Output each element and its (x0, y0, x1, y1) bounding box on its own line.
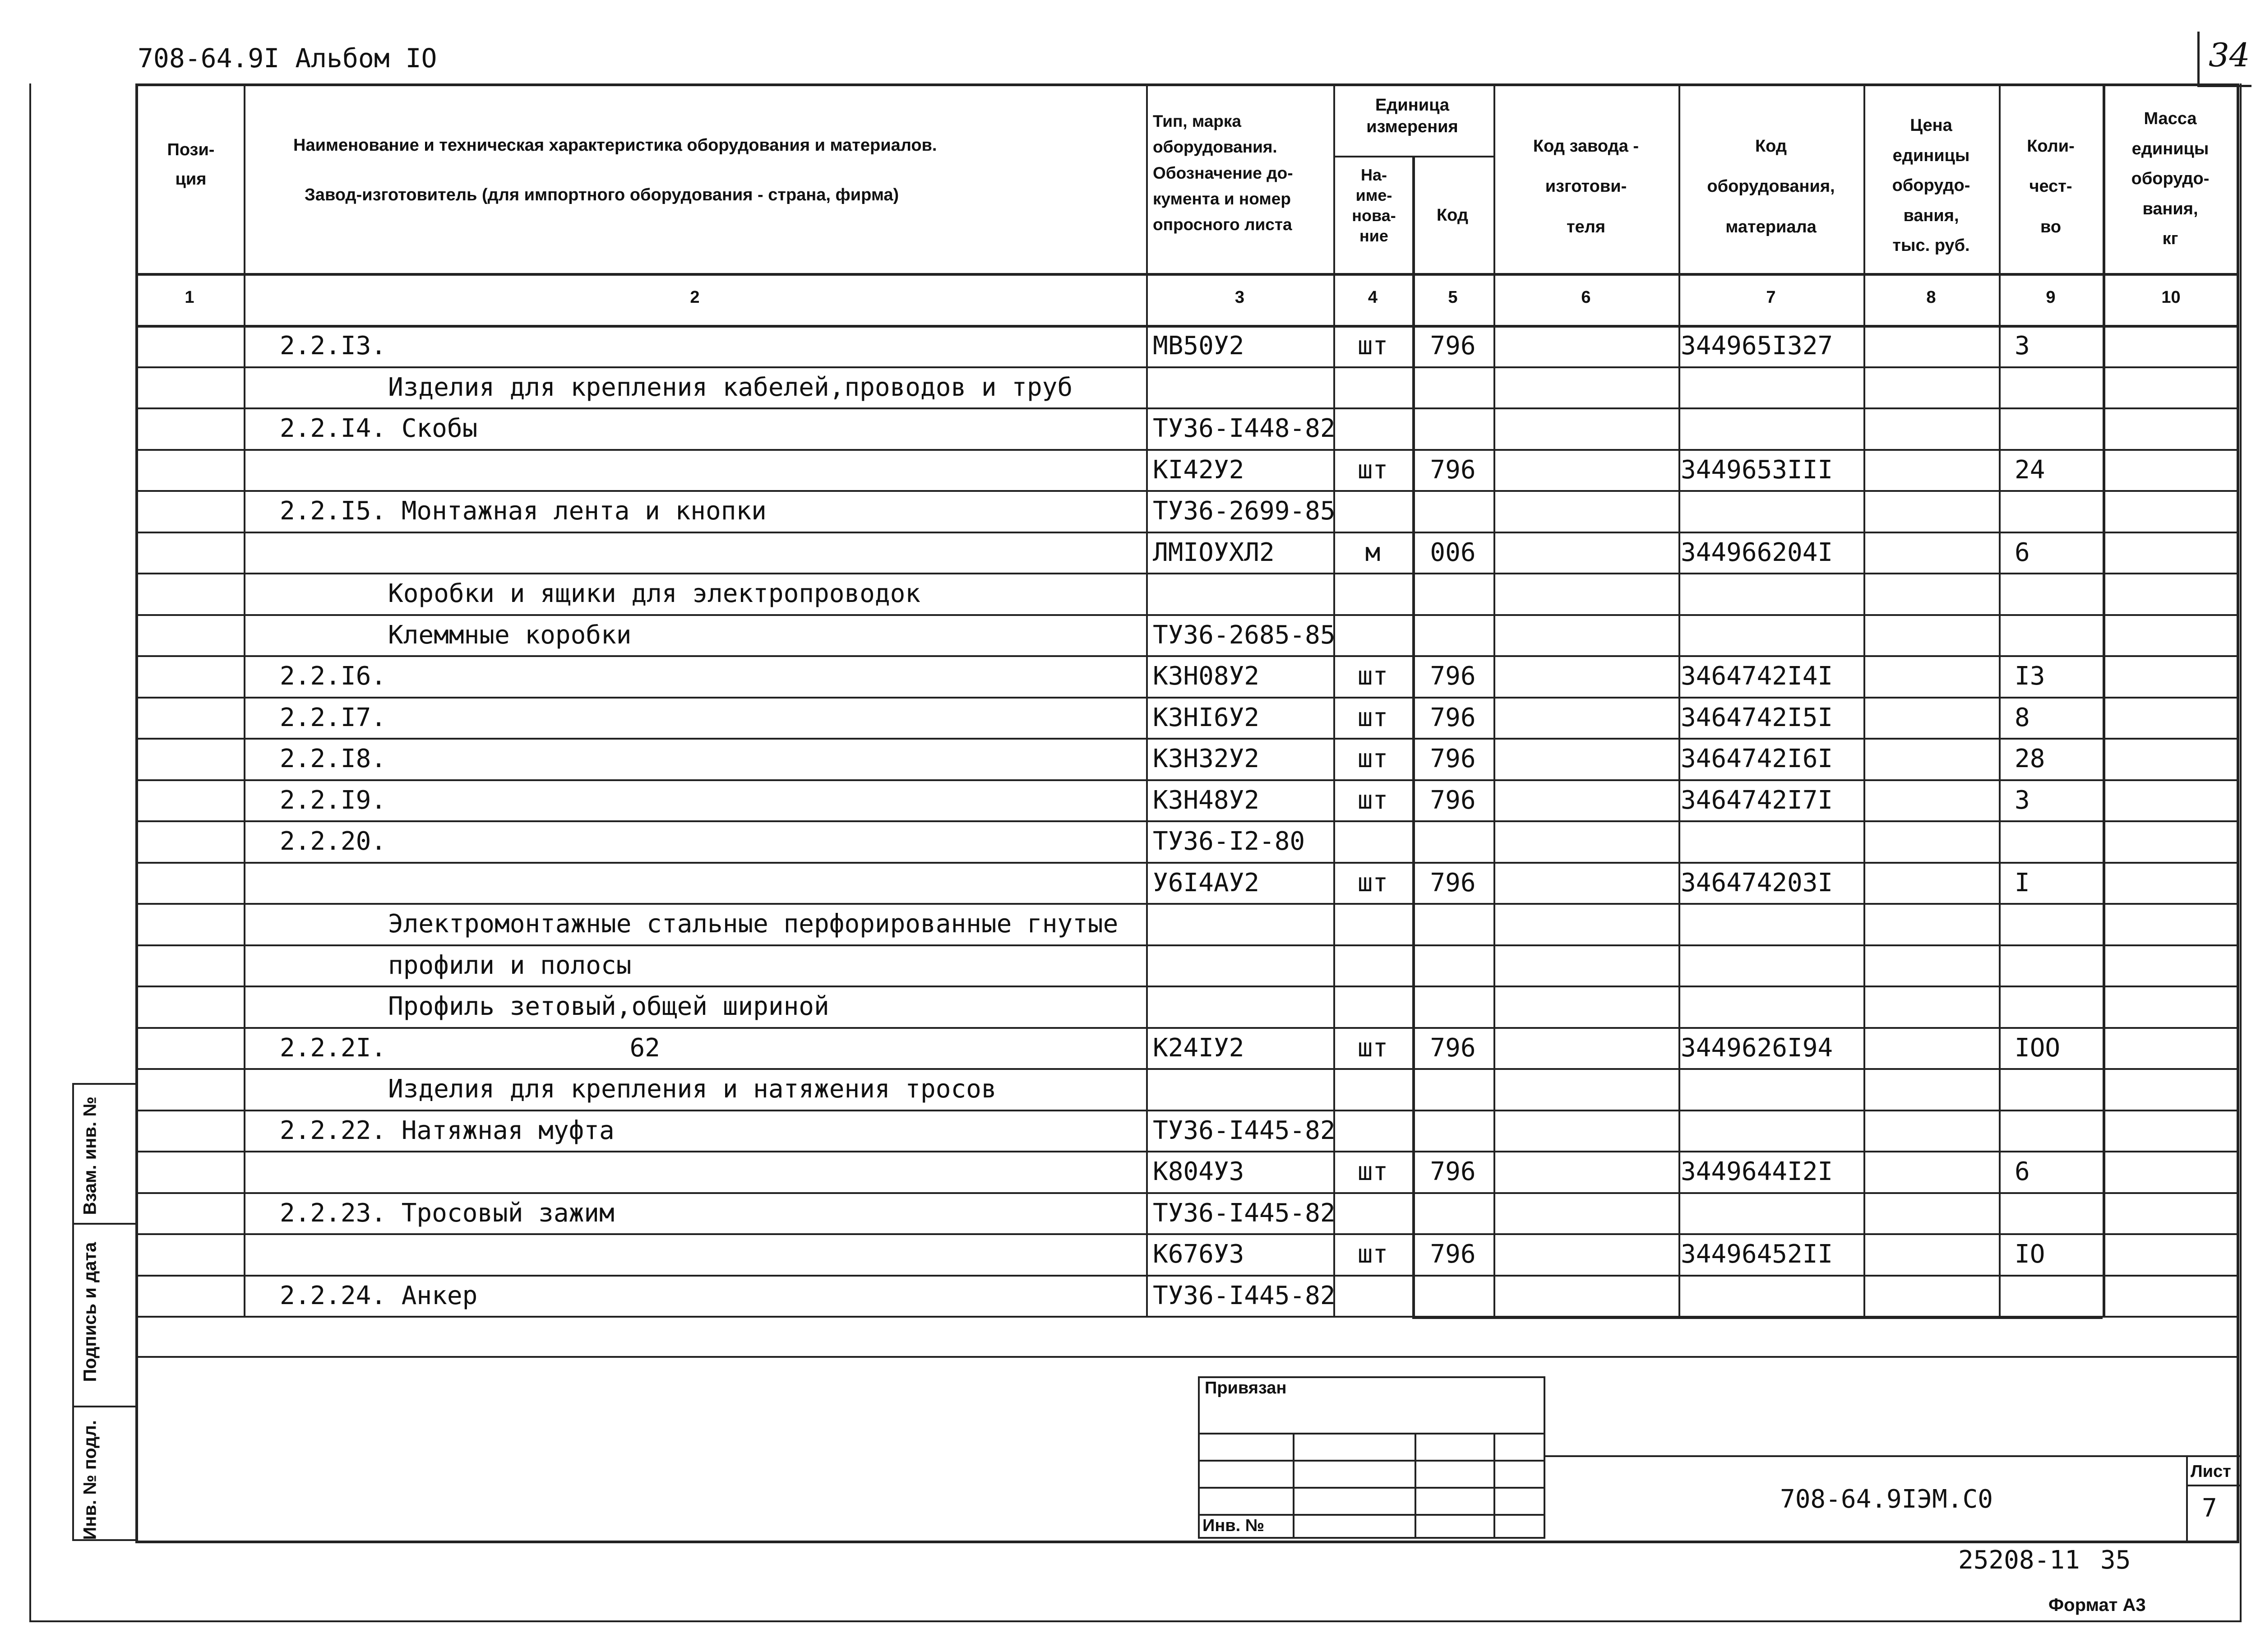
row-name: 2.2.20. (280, 827, 387, 856)
column-separator (1146, 83, 1148, 1316)
column-number: 8 (1926, 288, 1936, 307)
col-header-mass: Масса единицы оборудо- вания, кг (2131, 109, 2210, 248)
stamp-privyazan: Привязан (1205, 1379, 1287, 1397)
row-eq: 346474203I (1681, 868, 1833, 898)
row-code: 796 (1430, 1157, 1476, 1186)
column-number: 10 (2161, 288, 2181, 307)
row-eq: 3464742I4I (1681, 662, 1833, 691)
row-line (135, 862, 2239, 864)
row-line (135, 449, 2239, 451)
row-line (135, 1233, 2239, 1235)
row-type: КЗН32У2 (1153, 744, 1260, 773)
row-line (135, 490, 2239, 492)
archive-number: 25208-11 (1958, 1546, 2080, 1575)
column-separator (1678, 83, 1680, 1316)
stamp-line (135, 1356, 2239, 1358)
row-unit: шт (1357, 785, 1388, 815)
row-type: КЗН08У2 (1153, 662, 1260, 691)
row-line (135, 986, 2239, 987)
row-unit: шт (1357, 744, 1388, 773)
row-name: 2.2.I3. (280, 331, 387, 361)
row-qty: 6 (2015, 537, 2030, 567)
row-name: 2.2.I7. (280, 703, 387, 732)
row-name: Профиль зетовый,общей шириной (388, 992, 829, 1021)
column-number: 3 (1234, 288, 1245, 307)
row-line (135, 1027, 2239, 1029)
row-line (135, 903, 2239, 905)
row-eq: 3449644I2I (1681, 1157, 1833, 1186)
row-eq: 344965I327 (1681, 331, 1833, 361)
row-name: 2.2.22. Натяжная муфта (280, 1115, 615, 1145)
column-number: 5 (1448, 288, 1458, 307)
row-unit: шт (1357, 662, 1388, 691)
stamp-doc-code: 708-64.9IЭМ.С0 (1780, 1485, 1993, 1514)
row-name: 2.2.I6. (280, 662, 387, 691)
row-code: 796 (1430, 785, 1476, 815)
row-line (135, 1068, 2239, 1070)
row-unit: шт (1357, 703, 1388, 732)
row-type: КI42У2 (1153, 455, 1244, 485)
stamp-privyazan-box (1198, 1376, 1545, 1539)
row-qty: 6 (2015, 1157, 2030, 1186)
row-name: Клеммные коробки (388, 620, 632, 650)
row-line (135, 366, 2239, 368)
row-unit: м (1365, 537, 1381, 567)
row-type: ТУ36-I2-80 (1153, 827, 1305, 856)
row-code: 796 (1430, 455, 1476, 485)
row-code: 796 (1430, 1240, 1476, 1269)
row-name: 2.2.I4. Скобы (280, 414, 478, 443)
row-line (135, 944, 2239, 946)
row-qty: 3 (2015, 785, 2030, 815)
column-number: 2 (690, 288, 700, 307)
row-name: Коробки и ящики для электропроводок (388, 579, 921, 608)
row-line (135, 655, 2239, 657)
row-line (135, 573, 2239, 574)
row-name: 2.2.24. Анкер (280, 1281, 478, 1310)
row-line (135, 532, 2239, 533)
col-header-price: Цена единицы оборудо- вания, тыс. руб. (1892, 116, 1970, 255)
column-separator (1999, 83, 2001, 1316)
row-type: МВ50У2 (1153, 331, 1244, 361)
row-name: 2.2.23. Тросовый зажим (280, 1198, 615, 1228)
col-header-equipment-code: Код оборудования, материала (1707, 137, 1835, 236)
stamp-list-number: 7 (2202, 1494, 2217, 1523)
column-separator (2103, 83, 2105, 1316)
row-line (135, 779, 2239, 781)
row-name: профили и полосы (388, 950, 632, 980)
row-qty: 3 (2015, 331, 2030, 361)
row-line (135, 614, 2239, 616)
unit-group-line (1333, 156, 1493, 157)
row-line (135, 820, 2239, 822)
row-code: 796 (1430, 703, 1476, 732)
row-type: ТУ36-I445-82 (1153, 1198, 1336, 1228)
column-separator (1863, 83, 1865, 1316)
row-eq: 34496452II (1681, 1240, 1833, 1269)
box-bottom-line (1412, 1316, 2103, 1319)
col-header-unit-code: Код (1436, 206, 1469, 225)
row-type: ЛМIОУХЛ2 (1153, 537, 1275, 567)
number-row-bottom-line (135, 325, 2239, 328)
row-code: 796 (1430, 868, 1476, 898)
row-eq: 3464742I6I (1681, 744, 1833, 773)
row-type: К24IУ2 (1153, 1033, 1244, 1063)
row-type: КЗН48У2 (1153, 785, 1260, 815)
row-line (135, 1192, 2239, 1194)
page-number: 34 (2209, 36, 2250, 74)
row-type: У6I4АУ2 (1153, 868, 1260, 898)
row-type: ТУ36-I445-82 (1153, 1281, 1336, 1310)
row-line (135, 697, 2239, 699)
side-label-podpis: Подпись и дата (80, 1242, 100, 1382)
column-number: 4 (1368, 288, 1378, 307)
row-unit: шт (1357, 331, 1388, 361)
row-qty: 24 (2015, 455, 2045, 485)
row-type: ТУ36-I445-82 (1153, 1115, 1336, 1145)
col-header-name-1: Наименование и техническая характеристика оборудования и материалов. (293, 136, 937, 155)
row-name: Изделия для крепления и натяжения тросов (388, 1074, 997, 1104)
row-qty: 8 (2015, 703, 2030, 732)
row-unit: шт (1357, 1240, 1388, 1269)
row-type: ТУ36-2685-85 (1153, 620, 1336, 650)
row-line (135, 1151, 2239, 1152)
row-unit: шт (1357, 1157, 1388, 1186)
col-header-unit-name: На- име- нова- ние (1352, 166, 1396, 245)
row-name: Изделия для крепления кабелей,проводов и труб (388, 372, 1073, 402)
row-type: КЗНI6У2 (1153, 703, 1260, 732)
row-code: 796 (1430, 1033, 1476, 1063)
row-qty: IO (2015, 1240, 2045, 1269)
row-eq: 3449626I94 (1681, 1033, 1833, 1063)
row-code: 006 (1430, 537, 1476, 567)
row-type: К804У3 (1153, 1157, 1244, 1186)
row-code: 796 (1430, 662, 1476, 691)
row-eq: 344966204I (1681, 537, 1833, 567)
column-number: 9 (2046, 288, 2056, 307)
row-eq: 3464742I5I (1681, 703, 1833, 732)
row-line (135, 407, 2239, 409)
column-separator (1412, 156, 1415, 1316)
row-line (135, 1275, 2239, 1277)
column-separator (244, 83, 245, 1316)
col-header-position: Пози- ция (167, 140, 215, 189)
row-name: Электромонтажные стальные перфорированные гнутые (388, 909, 1119, 939)
archive-page: 35 (2100, 1546, 2131, 1575)
stamp-line (1545, 1455, 2240, 1457)
row-type: К676У3 (1153, 1240, 1244, 1269)
row-line (135, 738, 2239, 740)
album-title: 708-64.9I Альбом IO (138, 43, 437, 74)
row-eq: 3449653III (1681, 455, 1833, 485)
row-line (135, 1110, 2239, 1111)
column-separator (1493, 83, 1495, 1316)
row-code: 796 (1430, 331, 1476, 361)
row-qty: IOO (2015, 1033, 2061, 1063)
row-name: 2.2.2I. 62 (280, 1033, 660, 1063)
row-qty: I (2015, 868, 2030, 898)
row-unit: шт (1357, 868, 1388, 898)
col-header-unit-group: Единица измерения (1366, 96, 1458, 136)
row-type: ТУ36-I448-82 (1153, 414, 1336, 443)
column-number: 6 (1581, 288, 1591, 307)
side-label-inv: Инв. № подл. (80, 1420, 100, 1540)
col-header-name-2: Завод-изготовитель (для импортного оборудования - страна, фирма) (305, 185, 899, 204)
row-name: 2.2.I5. Монтажная лента и кнопки (280, 496, 767, 526)
side-label-vzam: Взам. инв. № (80, 1097, 100, 1215)
format-label: Формат А3 (2048, 1595, 2146, 1615)
row-qty: I3 (2015, 662, 2045, 691)
column-number: 7 (1766, 288, 1776, 307)
col-header-type: Тип, марка оборудования. Обозначение до- кумента и номер опросного листа (1153, 112, 1293, 234)
row-type: ТУ36-2699-85 (1153, 496, 1336, 526)
row-unit: шт (1357, 1033, 1388, 1063)
row-unit: шт (1357, 455, 1388, 485)
header-bottom-line (135, 273, 2239, 276)
row-code: 796 (1430, 744, 1476, 773)
col-header-qty: Коли- чест- во (2027, 137, 2075, 236)
row-qty: 28 (2015, 744, 2045, 773)
row-eq: 3464742I7I (1681, 785, 1833, 815)
stamp-list-label: Лист (2191, 1462, 2231, 1481)
row-name: 2.2.I9. (280, 785, 387, 815)
column-number: 1 (185, 288, 194, 307)
row-name: 2.2.I8. (280, 744, 387, 773)
stamp-inv-no: Инв. № (1202, 1516, 1265, 1535)
col-header-factory-code: Код завода - изготови- теля (1533, 137, 1639, 236)
